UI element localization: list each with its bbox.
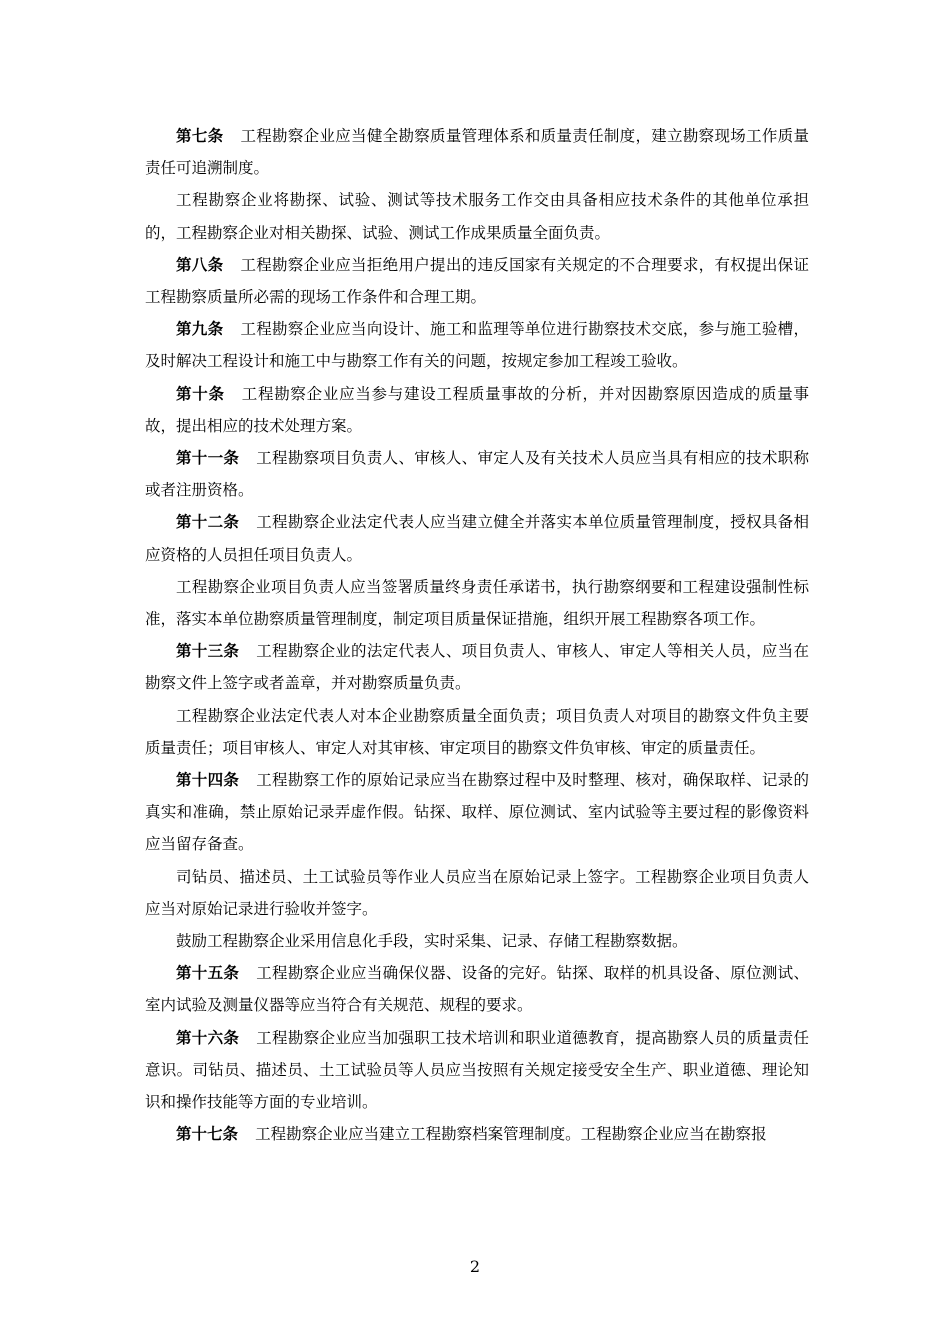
- paragraph-text: 工程勘察企业应当加强职工技术培训和职业道德教育，提高勘察人员的质量责任意识。司钻员、描述员、土工试验员等人员应当按照有关规定接受安全生产、职业道德、理论知识和操作技能等方面的专业培训。: [145, 1028, 809, 1112]
- paragraph-text: 鼓励工程勘察企业采用信息化手段，实时采集、记录、存储工程勘察数据。: [176, 932, 688, 951]
- article-number: 第十六条: [176, 1027, 240, 1047]
- article-number: 第十四条: [176, 770, 240, 790]
- article-paragraph: [145, 120, 809, 184]
- body-paragraph: [145, 184, 809, 248]
- article-paragraph: [145, 1022, 809, 1119]
- article-number: 第十一条: [176, 448, 240, 468]
- article-number: 第十三条: [176, 641, 240, 661]
- article-number: 第十五条: [176, 963, 240, 983]
- paragraph-text: 工程勘察企业将勘探、试验、测试等技术服务工作交由具备相应技术条件的其他单位承担的，工程勘察企业对相关勘探、试验、测试工作成果质量全面负责。: [145, 191, 809, 242]
- body-paragraph: [145, 925, 809, 957]
- document-body: [145, 120, 809, 1151]
- article-number: 第九条: [176, 319, 224, 339]
- article-number: 第十条: [176, 383, 225, 403]
- body-paragraph: [145, 571, 809, 635]
- article-number: 第十二条: [176, 512, 240, 532]
- article-number: 第八条: [176, 254, 224, 274]
- article-paragraph: [145, 1118, 809, 1150]
- paragraph-text: 工程勘察企业应当确保仪器、设备的完好。钻探、取样的机具设备、原位测试、室内试验及测量仪器等应当符合有关规范、规程的要求。: [145, 964, 809, 1015]
- paragraph-text: 工程勘察企业法定代表人对本企业勘察质量全面负责；项目负责人对项目的勘察文件负主要质量责任；项目审核人、审定人对其审核、审定项目的勘察文件负审核、审定的质量责任。: [145, 706, 809, 757]
- article-paragraph: [145, 249, 809, 313]
- article-paragraph: [145, 313, 809, 377]
- paragraph-text: 工程勘察企业应当建立工程勘察档案管理制度。工程勘察企业应当在勘察报: [255, 1125, 767, 1144]
- article-paragraph: [145, 764, 809, 861]
- paragraph-text: 工程勘察企业应当向设计、施工和监理等单位进行勘察技术交底，参与施工验槽，及时解决工程设计和施工中与勘察工作有关的问题，按规定参加工程竣工验收。: [145, 320, 809, 371]
- paragraph-text: 工程勘察企业法定代表人应当建立健全并落实本单位质量管理制度，授权具备相应资格的人员担任项目负责人。: [145, 513, 809, 564]
- article-paragraph: [145, 635, 809, 699]
- body-paragraph: [145, 700, 809, 764]
- paragraph-text: 工程勘察项目负责人、审核人、审定人及有关技术人员应当具有相应的技术职称或者注册资格。: [145, 449, 809, 500]
- paragraph-text: 工程勘察企业的法定代表人、项目负责人、审核人、审定人等相关人员，应当在勘察文件上签字或者盖章，并对勘察质量负责。: [145, 642, 809, 693]
- paragraph-text: 工程勘察工作的原始记录应当在勘察过程中及时整理、核对，确保取样、记录的真实和准确，禁止原始记录弄虚作假。钻探、取样、原位测试、室内试验等主要过程的影像资料应当留存备查。: [145, 771, 809, 854]
- article-number: 第十七条: [176, 1124, 239, 1144]
- paragraph-text: 工程勘察企业应当参与建设工程质量事故的分析，并对因勘察原因造成的质量事故，提出相应的技术处理方案。: [145, 384, 809, 435]
- paragraph-text: 工程勘察企业应当拒绝用户提出的违反国家有关规定的不合理要求，有权提出保证工程勘察质量所必需的现场工作条件和合理工期。: [145, 255, 809, 307]
- article-number: 第七条: [176, 126, 224, 145]
- page-number: 2: [469, 1257, 481, 1276]
- paragraph-text: 工程勘察企业应当健全勘察质量管理体系和质量责任制度，建立勘察现场工作质量责任可追溯制度。: [145, 127, 809, 178]
- body-paragraph: [145, 861, 809, 925]
- paragraph-text: 司钻员、描述员、土工试验员等作业人员应当在原始记录上签字。工程勘察企业项目负责人应当对原始记录进行验收并签字。: [145, 867, 809, 918]
- article-paragraph: [145, 957, 809, 1021]
- article-paragraph: [145, 378, 809, 442]
- paragraph-text: 工程勘察企业项目负责人应当签署质量终身责任承诺书，执行勘察纲要和工程建设强制性标准，落实本单位勘察质量管理制度，制定项目质量保证措施，组织开展工程勘察各项工作。: [145, 577, 809, 629]
- article-paragraph: [145, 506, 809, 570]
- article-paragraph: [145, 442, 809, 506]
